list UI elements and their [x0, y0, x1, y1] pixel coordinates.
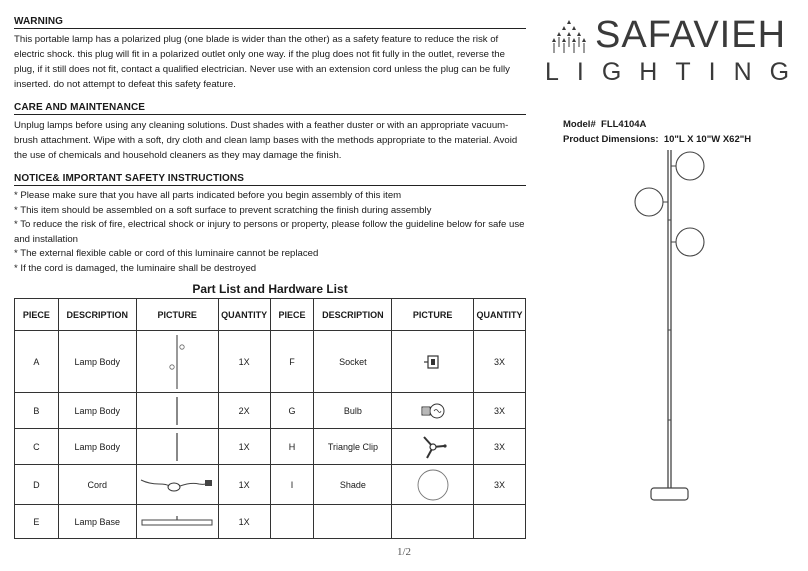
column-header: PIECE — [15, 299, 59, 331]
lamp-body-b-icon — [167, 395, 187, 427]
care-body: Unplug lamps before using any cleaning solutions. Dust shades with a feather duster or with an appropriate vacuum-brush attachment. Wipe with a soft, dry cloth and clean lamp bases with the methods appropriate to the material. Avoid the use of chemicals and household cleaners as they may damage the finish. — [14, 120, 518, 161]
piece-cell: I — [270, 465, 314, 505]
parts-table-title: Part List and Hardware List — [192, 282, 348, 296]
chandelier-logo-icon — [547, 18, 591, 58]
brand-subtitle: LIGHTING — [545, 58, 808, 86]
lamp-body-a-icon — [162, 333, 192, 391]
notice-section — [14, 173, 526, 277]
warning-title: WARNING — [14, 16, 526, 29]
model-line — [563, 117, 751, 132]
piece-cell: D — [15, 465, 59, 505]
notice-item: * This item should be assembled on a soft surface to prevent scratching the finish during assembly — [14, 204, 432, 216]
quantity-cell: 1X — [218, 505, 270, 539]
lamp-body-c-icon — [167, 431, 187, 463]
column-header: PICTURE — [392, 299, 474, 331]
piece-cell: H — [270, 429, 314, 465]
description-cell: Shade — [314, 465, 392, 505]
page-number: 1/2 — [396, 546, 412, 558]
description-cell: Lamp Base — [58, 505, 136, 539]
floor-lamp-drawing — [610, 140, 720, 510]
picture-cell — [392, 393, 474, 429]
piece-cell: A — [15, 331, 59, 393]
lamp-base-icon — [139, 514, 215, 530]
table-row — [15, 429, 526, 465]
table-row — [15, 465, 526, 505]
dimensions-label: Product Dimensions: — [563, 134, 659, 145]
column-header: QUANTITY — [473, 299, 525, 331]
care-section — [14, 102, 526, 163]
table-header-row — [15, 299, 526, 331]
brand-logo — [545, 12, 808, 86]
socket-icon — [421, 351, 445, 373]
notice-item: * The external flexible cable or cord of this luminaire cannot be replaced — [14, 248, 319, 260]
description-cell: Lamp Body — [58, 393, 136, 429]
parts-table — [14, 298, 526, 539]
model-label: Model# — [563, 119, 596, 130]
quantity-cell: 2X — [218, 393, 270, 429]
column-header: PICTURE — [136, 299, 218, 331]
table-row — [15, 331, 526, 393]
piece-cell — [270, 505, 314, 539]
description-cell: Socket — [314, 331, 392, 393]
instructions-column — [14, 16, 526, 287]
picture-cell — [136, 465, 218, 505]
picture-cell — [392, 505, 474, 539]
picture-cell — [392, 429, 474, 465]
column-header: QUANTITY — [218, 299, 270, 331]
picture-cell — [392, 465, 474, 505]
quantity-cell: 1X — [218, 331, 270, 393]
description-cell: Lamp Body — [58, 331, 136, 393]
description-cell: Cord — [58, 465, 136, 505]
description-cell: Lamp Body — [58, 429, 136, 465]
quantity-cell: 3X — [473, 331, 525, 393]
model-value: FLL4104A — [601, 119, 647, 130]
shade-icon — [416, 468, 450, 502]
column-header: DESCRIPTION — [58, 299, 136, 331]
piece-cell: E — [15, 505, 59, 539]
picture-cell — [136, 393, 218, 429]
triangle-clip-icon — [418, 432, 448, 462]
table-row — [15, 505, 526, 539]
quantity-cell: 1X — [218, 429, 270, 465]
piece-cell: F — [270, 331, 314, 393]
quantity-cell: 1X — [218, 465, 270, 505]
picture-cell — [392, 331, 474, 393]
description-cell: Bulb — [314, 393, 392, 429]
column-header: DESCRIPTION — [314, 299, 392, 331]
notice-item: * Please make sure that you have all parts indicated before you begin assembly of this item — [14, 190, 402, 201]
care-title: CARE AND MAINTENANCE — [14, 102, 526, 115]
picture-cell — [136, 429, 218, 465]
description-cell — [314, 505, 392, 539]
bulb-icon — [418, 401, 448, 421]
notice-title: NOTICE& IMPORTANT SAFETY INSTRUCTIONS — [14, 173, 526, 186]
notice-item: * To reduce the risk of fire, electrical shock or injury to persons or property, please follow the guideline below for safe use and installation — [14, 219, 525, 245]
piece-cell: G — [270, 393, 314, 429]
piece-cell: C — [15, 429, 59, 465]
description-cell: Triangle Clip — [314, 429, 392, 465]
piece-cell: B — [15, 393, 59, 429]
table-row — [15, 393, 526, 429]
dimensions-value: 10"L X 10"W X62"H — [663, 134, 752, 145]
quantity-cell: 3X — [473, 429, 525, 465]
cord-icon — [139, 472, 215, 498]
quantity-cell — [473, 505, 525, 539]
picture-cell — [136, 331, 218, 393]
quantity-cell: 3X — [473, 393, 525, 429]
picture-cell — [136, 505, 218, 539]
brand-name: SAFAVIEH — [595, 14, 787, 56]
warning-body: This portable lamp has a polarized plug (one blade is wider than the other) as a safety feature to reduce the risk of electric shock. this plug will fit in a polarized outlet only one way. if the plug does not fit fully in the outlet, reverse the plug, if it still does not fit, contact a qualified electrician. Never use with an extension cord unless the plug can be fully inserted. do not attempt to defeat this safety feature. — [14, 34, 510, 90]
warning-section — [14, 16, 526, 92]
notice-item: * If the cord is damaged, the luminaire shall be destroyed — [14, 262, 257, 274]
column-header: PIECE — [270, 299, 314, 331]
quantity-cell: 3X — [473, 465, 525, 505]
